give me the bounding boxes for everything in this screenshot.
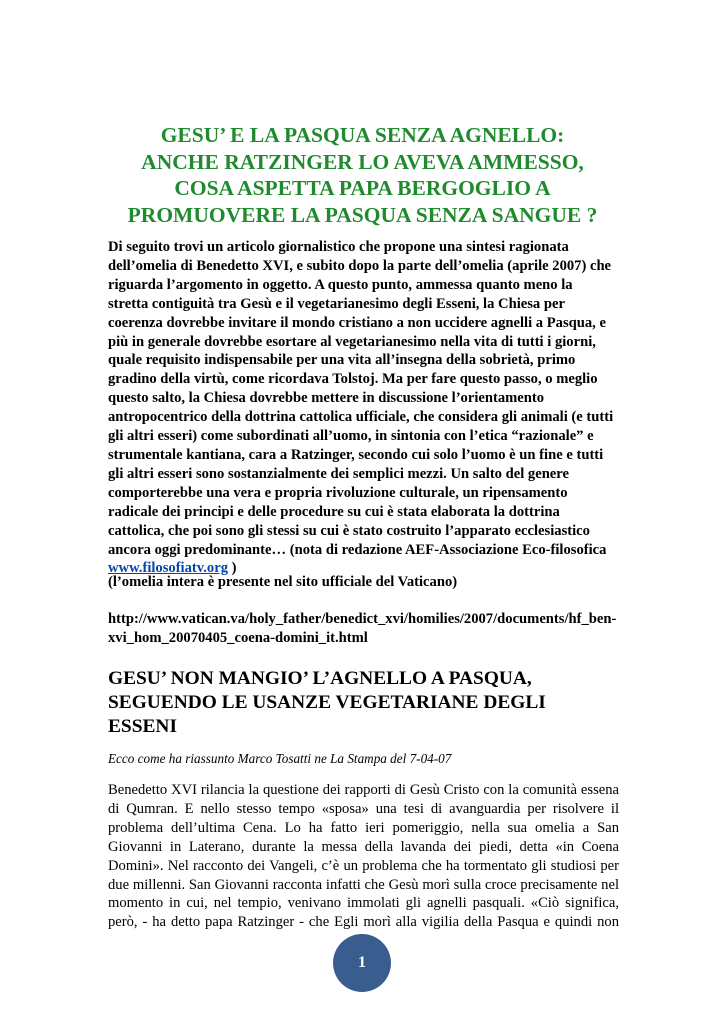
article-title bbox=[80, 122, 645, 228]
intro-line: comporterebbe una vera e propria rivoluzione culturale, un ripensamento bbox=[108, 484, 568, 501]
intro-line: riguarda l’argomento in oggetto. A questo punto, ammessa quanto meno la bbox=[108, 276, 573, 293]
vatican-note: (l’omelia intera è presente nel sito ufficiale del Vaticano) bbox=[108, 574, 458, 590]
page-number: 1 bbox=[358, 954, 366, 971]
intro-line: stretta contiguità tra Gesù e il vegetarianesimo degli Esseni, la Chiesa per bbox=[108, 295, 565, 312]
vatican-url-line: xvi_hom_20070405_coena-domini_it.html bbox=[108, 629, 368, 646]
section-heading bbox=[108, 667, 628, 738]
byline: Ecco come ha riassunto Marco Tosatti ne La Stampa del 7-04-07 bbox=[108, 751, 452, 766]
body-paragraph bbox=[108, 781, 619, 932]
body-line: Giovanni in Laterano, durante la messa della lavanda dei piedi, detta «in Coena bbox=[108, 838, 619, 855]
body-line: momento in cui, nel tempio, venivano immolati gli agnelli pasquali. «Ciò significa, bbox=[108, 895, 619, 912]
intro-line: dell’omelia di Benedetto XVI, e subito dopo la parte dell’omelia (aprile 2007) che bbox=[108, 257, 612, 274]
title-line: ANCHE RATZINGER LO AVEVA AMMESSO, bbox=[141, 149, 584, 174]
title-line: COSA ASPETTA PAPA BERGOGLIO A bbox=[174, 176, 551, 200]
body-line: due millenni. San Giovanni racconta infatti che Gesù morì sulla croce precisamente nel bbox=[108, 876, 619, 893]
intro-line: Di seguito trovi un articolo giornalistico che propone una sintesi ragionata bbox=[108, 239, 569, 255]
intro-line: ancora oggi predominante… (nota di redazione AEF-Associazione Eco-filosofica bbox=[108, 541, 607, 558]
intro-line: radicale dei principi e delle procedure su cui è stata elaborata la dottrina bbox=[108, 503, 560, 520]
heading-line: SEGUENDO LE USANZE VEGETARIANE DEGLI bbox=[108, 691, 546, 713]
link-suffix: ) bbox=[228, 560, 237, 577]
intro-line: cattolica, che poi sono gli stessi su cui è stato costruito l’apparato ecclesiastico bbox=[108, 522, 590, 539]
intro-line: gli altri esseri sono sostanzialmente dei semplici mezzi. Un salto del genere bbox=[108, 465, 569, 482]
filosofiatv-link[interactable]: www.filosofiatv.org bbox=[108, 560, 228, 577]
intro-line: quale requisito indispensabile per una vita all’insegna della sobrietà, primo bbox=[108, 352, 576, 369]
body-line: di Qumran. E nello stesso tempo «sposa» una tesi di avanguardia per risolvere il bbox=[108, 800, 619, 817]
vatican-url-line: http://www.vatican.va/holy_father/benedict_xvi/homilies/2007/documents/hf_ben- bbox=[108, 611, 617, 627]
title-line: PROMUOVERE LA PASQUA SENZA SANGUE ? bbox=[127, 202, 598, 227]
intro-line: strumentale kantiana, cara a Ratzinger, secondo cui solo l’uomo è un fine e tutti bbox=[108, 446, 604, 463]
intro-line: gradino della virtù, come ricordava Tolstoj. Ma per fare questo passo, o meglio bbox=[108, 371, 598, 388]
intro-line: più in generale dovrebbe esortare al vegetarianesimo nella vita di tutti i giorni, bbox=[108, 333, 596, 350]
intro-line: questo salto, la Chiesa dovrebbe mettere in discussione l’orientamento bbox=[108, 390, 545, 407]
intro-line: antropocentrico della dottrina cattolica ufficiale, che considera gli animali (e tutti bbox=[108, 409, 614, 426]
vatican-url[interactable] bbox=[108, 610, 616, 648]
intro-line: coerenza dovrebbe invitare il mondo cristiano a non uccidere agnelli a Pasqua, e bbox=[108, 314, 606, 331]
intro-paragraph bbox=[108, 238, 628, 578]
body-line: però, - ha detto papa Ratzinger - che Egli morì alla vigilia della Pasqua e quindi non bbox=[108, 914, 619, 931]
body-line: Domini». Nel racconto dei Vangeli, c’è un problema che ha tormentato gli studiosi per bbox=[108, 857, 619, 874]
title-line: GESU’ E LA PASQUA SENZA AGNELLO: bbox=[160, 123, 565, 147]
heading-line: ESSENI bbox=[108, 715, 177, 737]
page-number-badge bbox=[333, 934, 391, 992]
body-line: Benedetto XVI rilancia la questione dei rapporti di Gesù Cristo con la comunità essena bbox=[108, 782, 619, 798]
heading-line: GESU’ NON MANGIO’ L’AGNELLO A PASQUA, bbox=[108, 668, 532, 689]
body-line: problema dell’ultima Cena. Lo ha fatto ieri pomeriggio, nella sua omelia a San bbox=[108, 819, 619, 836]
intro-line: gli altri esseri) come subordinati all’uomo, in sintonia con l’etica “razionale” e bbox=[108, 428, 594, 445]
